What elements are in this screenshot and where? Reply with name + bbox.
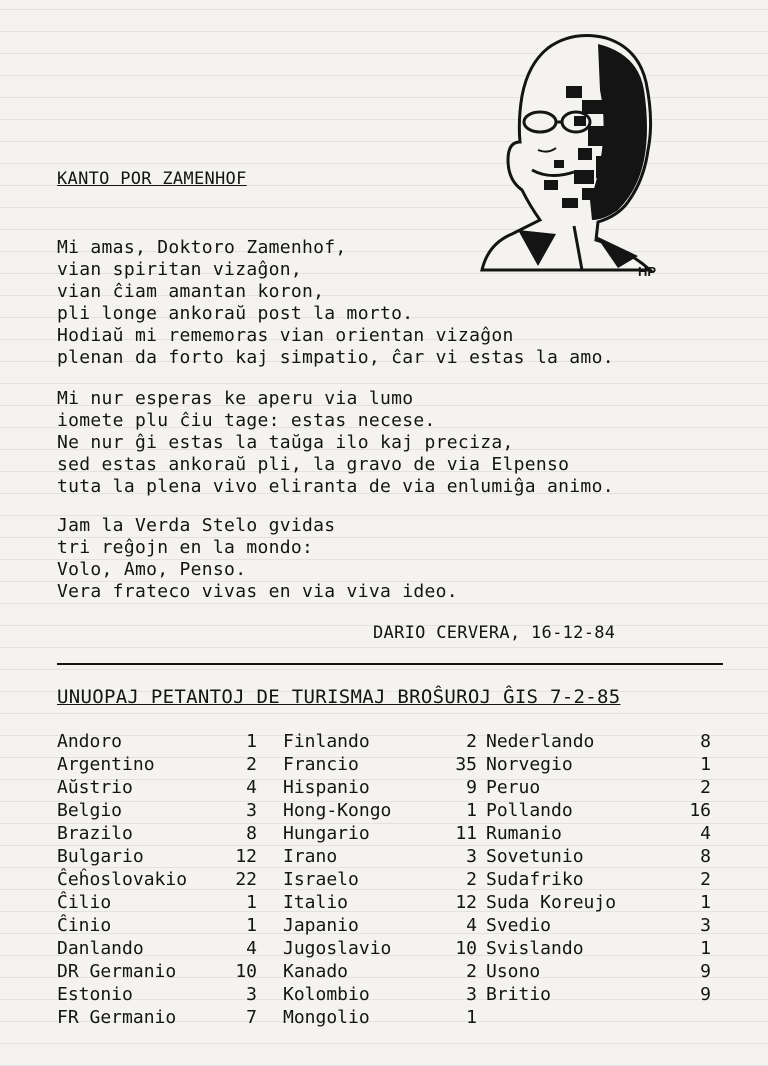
request-count: 1 <box>466 800 477 821</box>
country-row <box>283 845 477 868</box>
country-name: Belgio <box>57 800 123 821</box>
country-row <box>283 960 477 983</box>
brochure-list-title: UNUOPAJ PETANTOJ DE TURISMAJ BROŜUROJ ĜIS 7-2-85 <box>57 686 621 708</box>
request-count: 10 <box>235 961 257 982</box>
request-count: 4 <box>700 823 711 844</box>
request-count: 22 <box>235 869 257 890</box>
country-name: Aŭstrio <box>57 777 133 798</box>
country-name: Estonio <box>57 984 133 1005</box>
country-row <box>283 914 477 937</box>
request-count: 3 <box>246 984 257 1005</box>
request-count: 2 <box>246 754 257 775</box>
country-name: Ĉilio <box>57 892 112 913</box>
country-row <box>486 891 711 914</box>
country-name: Norvegio <box>486 754 573 775</box>
country-name: Andoro <box>57 731 123 752</box>
artist-monogram: HP <box>638 264 657 279</box>
country-row <box>486 822 711 845</box>
request-count: 1 <box>246 731 257 752</box>
request-count: 4 <box>246 777 257 798</box>
country-row <box>283 753 477 776</box>
request-count: 4 <box>246 938 257 959</box>
country-row <box>57 868 257 891</box>
request-count: 9 <box>700 984 711 1005</box>
request-count: 8 <box>700 731 711 752</box>
request-count: 10 <box>455 938 477 959</box>
country-row <box>486 799 711 822</box>
country-name: Argentino <box>57 754 155 775</box>
country-name: Ĉeĥoslovakio <box>57 869 188 890</box>
request-count: 9 <box>700 961 711 982</box>
country-row <box>486 730 711 753</box>
country-name: Hispanio <box>283 777 370 798</box>
country-row <box>486 776 711 799</box>
country-row <box>283 937 477 960</box>
country-name: Suda Koreujo <box>486 892 617 913</box>
country-name: Danlando <box>57 938 144 959</box>
request-count: 12 <box>455 892 477 913</box>
country-row <box>57 983 257 1006</box>
country-row <box>283 868 477 891</box>
country-row <box>486 914 711 937</box>
country-row <box>57 730 257 753</box>
request-count: 8 <box>246 823 257 844</box>
country-name: Sudafriko <box>486 869 584 890</box>
country-name: Mongolio <box>283 1007 370 1028</box>
request-count: 2 <box>466 961 477 982</box>
poem-signature: DARIO CERVERA, 16-12-84 <box>373 623 616 643</box>
request-count: 2 <box>466 869 477 890</box>
request-count: 2 <box>700 777 711 798</box>
request-count: 9 <box>466 777 477 798</box>
country-row <box>486 983 711 1006</box>
country-name: Finlando <box>283 731 370 752</box>
request-count: 4 <box>466 915 477 936</box>
country-name: Usono <box>486 961 541 982</box>
request-count: 3 <box>466 984 477 1005</box>
country-row <box>57 822 257 845</box>
poem-stanza-2: Mi nur esperas ke aperu via lumo iomete plu ĉiu tage: estas necese. Ne nur ĝi estas la taŭga ilo kaj preciza, sed estas ankoraŭ pli, la gravo de via Elpenso tuta la plena vivo eliranta de via enlumiĝa animo. <box>57 388 614 497</box>
request-count: 8 <box>700 846 711 867</box>
section-divider <box>57 663 723 665</box>
poem-stanza-1: Mi amas, Doktoro Zamenhof, vian spiritan vizaĝon, vian ĉiam amantan koron, pli longe ankoraŭ post la morto. Hodiaŭ mi rememoras vian orientan vizaĝon plenan da forto kaj simpatio, ĉar vi estas la amo. <box>57 237 614 368</box>
request-count: 3 <box>700 915 711 936</box>
country-name: Bulgario <box>57 846 144 867</box>
country-name: Israelo <box>283 869 359 890</box>
country-row <box>283 891 477 914</box>
request-count: 16 <box>689 800 711 821</box>
country-row <box>486 845 711 868</box>
country-name: Francio <box>283 754 359 775</box>
country-row <box>57 937 257 960</box>
country-row <box>486 868 711 891</box>
country-row <box>57 845 257 868</box>
country-name: FR Germanio <box>57 1007 177 1028</box>
country-name: Irano <box>283 846 338 867</box>
country-row <box>57 799 257 822</box>
country-column-1 <box>57 730 257 1029</box>
request-count: 1 <box>700 754 711 775</box>
poem-stanza-3: Jam la Verda Stelo gvidas tri reĝojn en la mondo: Volo, Amo, Penso. Vera frateco vivas en via viva ideo. <box>57 515 458 602</box>
request-count: 1 <box>246 892 257 913</box>
country-name: DR Germanio <box>57 961 177 982</box>
country-name: Peruo <box>486 777 541 798</box>
country-name: Sovetunio <box>486 846 584 867</box>
country-row <box>283 730 477 753</box>
request-count: 1 <box>466 1007 477 1028</box>
country-name: Nederlando <box>486 731 595 752</box>
country-row <box>283 1006 477 1029</box>
country-row <box>57 753 257 776</box>
country-column-2 <box>283 730 477 1029</box>
country-row <box>486 937 711 960</box>
poem-title: KANTO POR ZAMENHOF <box>57 169 247 189</box>
country-name: Svedio <box>486 915 552 936</box>
request-count: 2 <box>700 869 711 890</box>
country-name: Kolombio <box>283 984 370 1005</box>
country-name: Hungario <box>283 823 370 844</box>
request-count: 12 <box>235 846 257 867</box>
country-name: Hong-Kongo <box>283 800 392 821</box>
country-name: Rumanio <box>486 823 562 844</box>
country-row <box>57 960 257 983</box>
request-count: 2 <box>466 731 477 752</box>
country-name: Kanado <box>283 961 349 982</box>
country-row <box>283 799 477 822</box>
request-count: 1 <box>246 915 257 936</box>
country-row <box>57 776 257 799</box>
request-count: 35 <box>455 754 477 775</box>
country-row <box>283 983 477 1006</box>
country-row <box>486 753 711 776</box>
country-row <box>486 960 711 983</box>
country-name: Britio <box>486 984 552 1005</box>
country-row <box>57 1006 257 1029</box>
country-row <box>57 914 257 937</box>
country-row <box>283 822 477 845</box>
request-count: 3 <box>246 800 257 821</box>
country-name: Italio <box>283 892 349 913</box>
country-name: Japanio <box>283 915 359 936</box>
country-name: Svislando <box>486 938 584 959</box>
request-count: 7 <box>246 1007 257 1028</box>
country-row <box>283 776 477 799</box>
country-name: Jugoslavio <box>283 938 392 959</box>
request-count: 1 <box>700 892 711 913</box>
country-name: Pollando <box>486 800 573 821</box>
request-count: 3 <box>466 846 477 867</box>
country-name: Brazilo <box>57 823 133 844</box>
country-name: Ĉinio <box>57 915 112 936</box>
country-column-3 <box>486 730 711 1006</box>
request-count: 1 <box>700 938 711 959</box>
request-count: 11 <box>455 823 477 844</box>
country-row <box>57 891 257 914</box>
